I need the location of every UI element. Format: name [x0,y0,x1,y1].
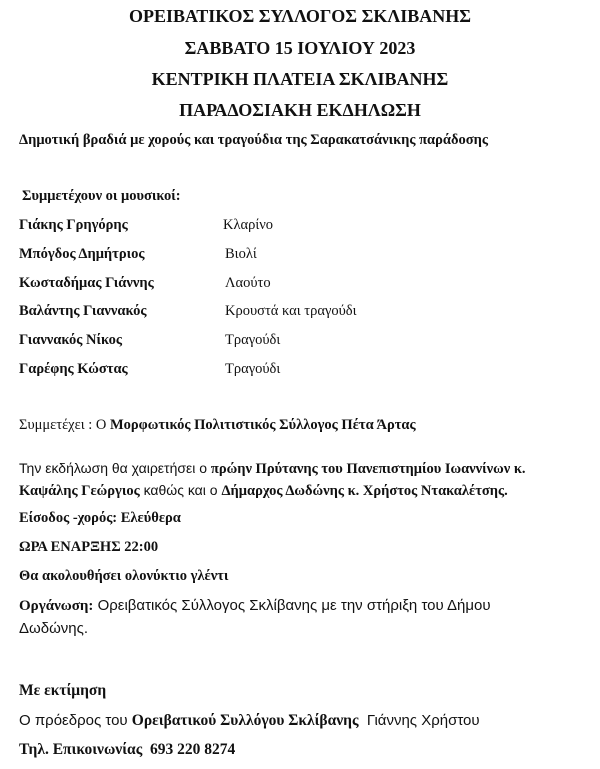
rector-name: Καψάλης Γεώργιος [19,483,140,499]
phone-label: Τηλ. Επικοινωνίας [19,741,147,758]
event-subtitle: Δημοτική βραδιά με χορούς και τραγούδια της Σαρακατσάνικης παράδοσης [19,132,489,148]
musician-instrument: Λαούτο [225,275,271,291]
participant-prefix: Συμμετέχει : Ο [19,417,110,433]
signature-line [19,712,480,730]
musician-name: Γιάκης Γρηγόρης [19,217,128,233]
entry-info: Είσοδος -χορός: Ελεύθερα [19,510,181,526]
greeting-connector: καθώς και ο [139,482,222,498]
musicians-heading: Συμμετέχουν οι μουσικοί: [22,188,181,204]
after-party-info: Θα ακολουθήσει ολονύκτιο γλέντι [19,568,229,584]
start-time: ΩΡΑ ΕΝΑΡΞΗΣ 22:00 [19,539,159,555]
musician-name: Κωσταδήμας Γιάννης [19,275,154,291]
musician-name: Γιαννακός Νίκος [19,332,122,348]
signature-prefix: Ο πρόεδρος του [19,712,132,729]
phone-number: 693 220 8274 [146,741,236,758]
musician-instrument: Κλαρίνο [223,217,274,233]
contact-phone-line [19,741,235,759]
participant-line [19,417,416,434]
club-name-heading: ΟΡΕΙΒΑΤΙΚΟΣ ΣΥΛΛΟΓΟΣ ΣΚΛΙΒΑΝΗΣ [128,6,472,26]
organization-line-2: Δωδώνης. [19,620,89,637]
closing-regards: Με εκτίμηση [19,682,107,699]
event-location-heading: ΚΕΝΤΡΙΚΗ ΠΛΑΤΕΙΑ ΣΚΛΙΒΑΝΗΣ [151,69,449,89]
musician-name: Γαρέφης Κώστας [19,361,128,377]
organization-text: Ορειβατικός Σύλλογος Σκλίβανης με την στήριξη του Δήμου [93,597,491,614]
event-type-heading: ΠΑΡΑΔΟΣΙΑΚΗ ΕΚΔΗΛΩΣΗ [179,100,421,120]
musician-instrument: Τραγούδι [225,332,281,348]
musician-instrument: Κρουστά και τραγούδι [225,303,357,319]
mayor-name: Δήμαρχος Δωδώνης κ. Χρήστος Ντακαλέτσης. [221,483,508,499]
greeting-line-2 [19,482,508,500]
organization-line-1 [19,597,491,615]
musician-name: Μπόγδος Δημήτριος [19,246,145,262]
event-date-heading: ΣΑΒΒΑΤΟ 15 ΙΟΥΛΙΟΥ 2023 [184,38,416,58]
organization-label: Οργάνωση: [19,598,94,614]
musician-instrument: Βιολί [225,246,257,262]
rector-title: πρώην Πρύτανης του Πανεπιστημίου Ιωαννίνων κ. [210,461,526,477]
greeting-text: Την εκδήλωση θα χαιρετήσει ο [19,460,211,476]
musician-name: Βαλάντης Γιαννακός [19,303,147,319]
president-name: Γιάννης Χρήστου [358,712,480,729]
participant-name: Μορφωτικός Πολιτιστικός Σύλλογος Πέτα Άρτας [109,417,416,433]
greeting-line-1 [19,460,526,478]
musician-instrument: Τραγούδι [225,361,281,377]
signature-organization: Ορειβατικού Συλλόγου Σκλίβανης [131,712,359,729]
